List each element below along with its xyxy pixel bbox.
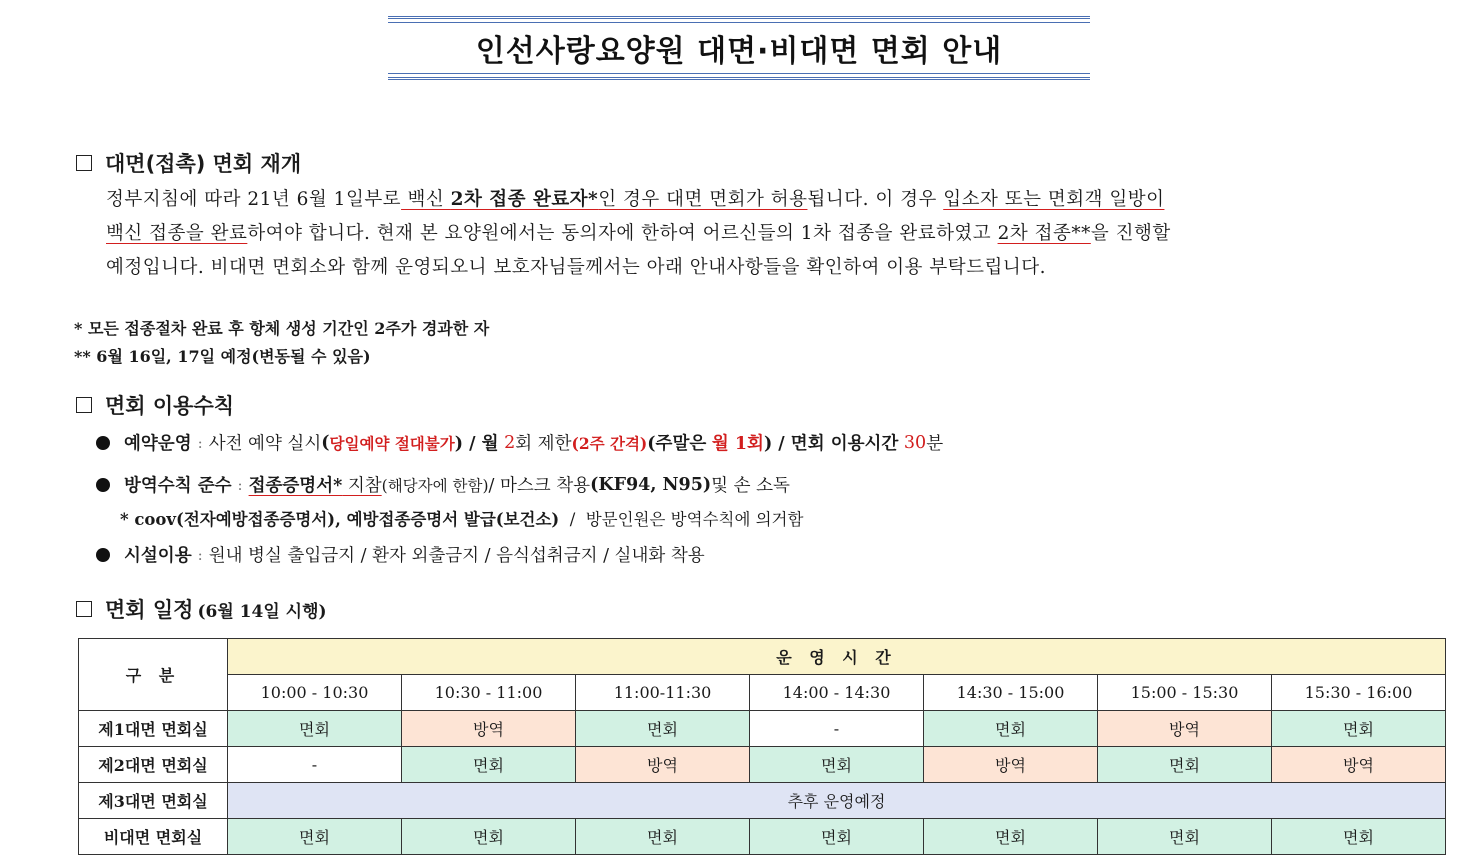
underlined-run: 백신 접종을 완료 xyxy=(106,223,248,244)
schedule-cell: 면회 xyxy=(402,747,576,783)
schedule-cell: 방역 xyxy=(924,747,1098,783)
paragraph-line-2 xyxy=(106,219,1171,245)
text-run: 을 진행할 xyxy=(1090,223,1171,244)
table-header-row xyxy=(79,639,1446,675)
colon: : xyxy=(237,475,243,494)
rule-label: 방역수칙 준수 xyxy=(124,476,232,496)
text-run: 원내 병실 출입금지 / 환자 외출금지 / 음식섭취금지 / 실내화 착용 xyxy=(208,546,705,566)
schedule-cell: 면회 xyxy=(576,711,750,747)
schedule-cell-merged: 추후 운영예정 xyxy=(228,783,1446,819)
rule-label: 시설이용 xyxy=(124,546,192,566)
section-heading-rules xyxy=(76,390,234,420)
schedule-cell: 방역 xyxy=(1098,711,1272,747)
text-run: 사전 예약 실시 xyxy=(208,434,322,454)
bullet-icon xyxy=(96,436,110,450)
table-row xyxy=(79,783,1446,819)
colon: : xyxy=(197,433,203,452)
colon: : xyxy=(197,545,203,564)
schedule-table xyxy=(78,638,1446,855)
rule-reservation xyxy=(96,430,943,455)
text-run: (KF94, N95) xyxy=(590,474,712,495)
schedule-cell: 방역 xyxy=(576,747,750,783)
section-heading-text: 대면(접촉) 면회 재개 xyxy=(105,152,302,176)
footnote-2: ** 6월 16일, 17일 예정(변동될 수 있음) xyxy=(74,347,371,366)
table-row xyxy=(79,747,1446,783)
time-slot-header: 15:30 - 16:00 xyxy=(1272,675,1446,711)
section-heading-text: 면회 일정 xyxy=(105,598,194,622)
schedule-cell: 면회 xyxy=(1098,747,1272,783)
schedule-cell: 방역 xyxy=(402,711,576,747)
text-run: 및 손 소독 xyxy=(711,476,790,496)
table-row xyxy=(79,819,1446,855)
schedule-cell: 면회 xyxy=(750,747,924,783)
schedule-cell: 면회 xyxy=(924,819,1098,855)
time-slot-header: 10:30 - 11:00 xyxy=(402,675,576,711)
rule-quarantine xyxy=(96,472,790,497)
text-run: 분 xyxy=(926,434,944,454)
text-run: 인 경우 대면 면회가 허용 xyxy=(598,189,808,210)
time-slot-header: 10:00 - 10:30 xyxy=(228,675,402,711)
text-run: * coov(전자예방접종증명서), 예방접종증명서 발급(보건소) xyxy=(120,510,560,529)
header-operating-hours: 운 영 시 간 xyxy=(228,639,1446,675)
schedule-cell: - xyxy=(228,747,402,783)
emphasis-run: 월 1회 xyxy=(711,434,764,454)
footnote-1: * 모든 접종절차 완료 후 항체 생성 기간인 2주가 경과한 자 xyxy=(74,319,490,338)
text-run: 백신 xyxy=(401,189,451,210)
time-slot-header: 11:00-11:30 xyxy=(576,675,750,711)
text-run: / 방문인원은 방역수칙에 의거함 xyxy=(559,510,804,529)
rule-facility xyxy=(96,542,705,567)
emphasis-run: (2주 간격) xyxy=(571,433,648,453)
emphasis-run: 접종증명서* xyxy=(248,476,343,496)
checkbox-square-icon xyxy=(76,155,92,171)
text-run: ) / 면회 이용시간 xyxy=(763,434,899,454)
emphasis-run: 2 xyxy=(504,432,516,453)
schedule-cell: 면회 xyxy=(1272,711,1446,747)
section-heading-schedule xyxy=(76,594,327,624)
schedule-cell: 면회 xyxy=(228,819,402,855)
text-run: 지참 xyxy=(342,476,382,496)
schedule-cell: - xyxy=(750,711,924,747)
text-run: (해당자에 한함) xyxy=(381,476,489,495)
section-heading-sub: (6월 14일 시행) xyxy=(197,601,327,622)
text-run: / 마스크 착용 xyxy=(488,476,591,496)
header-category: 구 분 xyxy=(79,639,228,711)
room-name: 제3대면 면회실 xyxy=(79,783,228,819)
room-name: 비대면 면회실 xyxy=(79,819,228,855)
underlined-run: 2차 접종** xyxy=(997,223,1091,244)
paragraph-line-1 xyxy=(106,185,1164,211)
text-run: 회 제한 xyxy=(515,434,572,454)
emphasis-run: 30 xyxy=(903,432,927,453)
underlined-run xyxy=(401,189,807,210)
underlined-run: 입소자 또는 면회객 일방이 xyxy=(943,189,1165,210)
schedule-cell: 면회 xyxy=(576,819,750,855)
text-run: 됩니다. 이 경우 xyxy=(807,189,944,210)
checkbox-square-icon xyxy=(76,601,92,617)
emphasis-run: 당일예약 절대불가 xyxy=(329,433,455,453)
room-name: 제2대면 면회실 xyxy=(79,747,228,783)
page-title: 인선사랑요양원 대면·비대면 면회 안내 xyxy=(475,34,1003,69)
schedule-cell: 면회 xyxy=(750,819,924,855)
room-name: 제1대면 면회실 xyxy=(79,711,228,747)
emphasis-run: 2차 접종 완료자* xyxy=(450,189,599,210)
text-run: 정부지침에 따라 21년 6월 1일부로 xyxy=(106,189,402,210)
schedule-cell: 면회 xyxy=(1272,819,1446,855)
table-header-row xyxy=(79,675,1446,711)
section-heading-text: 면회 이용수칙 xyxy=(105,394,235,418)
text-run: (주말은 xyxy=(647,434,707,454)
bullet-icon xyxy=(96,478,110,492)
time-slot-header: 14:30 - 15:00 xyxy=(924,675,1098,711)
underlined-run xyxy=(249,472,382,497)
table-row xyxy=(79,711,1446,747)
text-run: ( xyxy=(321,432,330,453)
schedule-cell: 면회 xyxy=(228,711,402,747)
schedule-cell: 면회 xyxy=(402,819,576,855)
paragraph-line-3: 예정입니다. 비대면 면회소와 함께 운영되오니 보호자님들께서는 아래 안내사항들을 확인하여 이용 부탁드립니다. xyxy=(106,257,1047,278)
title-banner xyxy=(388,16,1090,80)
time-slot-header: 14:00 - 14:30 xyxy=(750,675,924,711)
section-heading-contact-visit xyxy=(76,148,301,178)
schedule-cell: 면회 xyxy=(1098,819,1272,855)
rule-label: 예약운영 xyxy=(124,434,192,454)
text-run: ) / 월 xyxy=(454,434,499,454)
checkbox-square-icon xyxy=(76,397,92,413)
schedule-cell: 면회 xyxy=(924,711,1098,747)
bullet-icon xyxy=(96,548,110,562)
text-run: 하여야 합니다. 현재 본 요양원에서는 동의자에 한하여 어르신들의 1차 접종을 완료하였고 xyxy=(247,223,998,244)
rule-quarantine-sub xyxy=(120,506,803,530)
time-slot-header: 15:00 - 15:30 xyxy=(1098,675,1272,711)
schedule-cell: 방역 xyxy=(1272,747,1446,783)
